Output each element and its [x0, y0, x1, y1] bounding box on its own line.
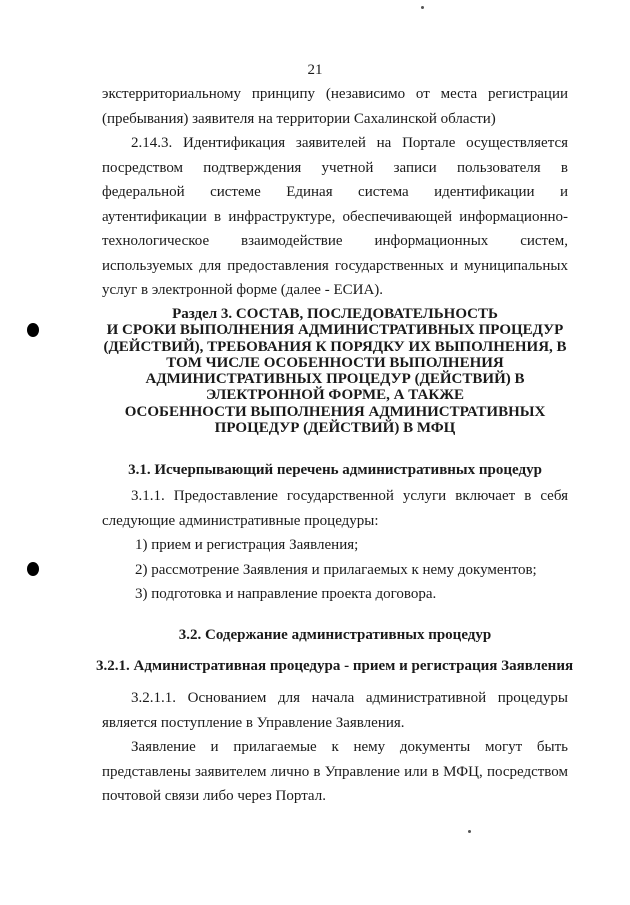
continued-text [102, 82, 568, 131]
section-title-line: ОСОБЕННОСТИ ВЫПОЛНЕНИЯ АДМИНИСТРАТИВНЫХ [124, 403, 546, 420]
procedures-list [102, 533, 568, 607]
section-title-line: И СРОКИ ВЫПОЛНЕНИЯ АДМИНИСТРАТИВНЫХ ПРОЦЕДУР [106, 322, 564, 339]
heading-3-2-1: 3.2.1. Административная процедура - прием и регистрация Заявления [96, 658, 574, 674]
paragraph-line: следующие административные процедуры: [102, 512, 379, 529]
scan-speck [468, 830, 471, 833]
section-title-line: ПРОЦЕДУР (ДЕЙСТВИЙ) В МФЦ [214, 420, 456, 437]
paragraph-3-1-1 [102, 484, 568, 533]
paragraph-line: 3.1.1. Предоставление государственной услуги включает в себя [131, 488, 568, 504]
section-3-title [100, 306, 570, 436]
punch-hole-top [27, 323, 39, 337]
list-item: 3) подготовка и направление проекта договора. [135, 586, 437, 602]
list-item: 1) прием и регистрация Заявления; [135, 537, 359, 553]
section-title-line: (ДЕЙСТВИЙ), ТРЕБОВАНИЯ К ПОРЯДКУ ИХ ВЫПОЛНЕНИЯ, В [103, 338, 567, 355]
scan-speck [421, 6, 424, 9]
list-item: 2) рассмотрение Заявления и прилагаемых к нему документов; [135, 561, 537, 578]
section-title-line: АДМИНИСТРАТИВНЫХ ПРОЦЕДУР (ДЕЙСТВИЙ) В [145, 371, 525, 388]
page-number: 21 [307, 62, 323, 78]
section-title-line: ТОМ ЧИСЛЕ ОСОБЕННОСТИ ВЫПОЛНЕНИЯ [166, 354, 504, 371]
heading-3-1: 3.1. Исчерпывающий перечень административных процедур [128, 462, 542, 478]
paragraph-2-14-3: 2.14.3. Идентификация заявителей на Портале осуществляется посредством подтверждения учетной записи пользователя в федеральной системе Единая система идентификации и аутентификации в инфраструктуре, обеспечивающей информационно-технологическое взаимодействие информационных систем, используемых для предоставления государственных и муниципальных услуг в электронной форме (далее - ЕСИА). [102, 135, 568, 298]
continued-line: экстерриториальному принципу (независимо от места регистрации [102, 86, 568, 102]
punch-hole-bottom [27, 562, 39, 576]
section-title-line: Раздел 3. СОСТАВ, ПОСЛЕДОВАТЕЛЬНОСТЬ [172, 306, 498, 322]
heading-3-2: 3.2. Содержание административных процедур [178, 627, 492, 643]
section-title-line: ЭЛЕКТРОННОЙ ФОРМЕ, А ТАКЖЕ [205, 387, 465, 404]
paragraph-submission: Заявление и прилагаемые к нему документы могут быть представлены заявителем лично в Управление или в МФЦ, посредством почтовой связи либо через Портал. [102, 739, 568, 804]
continued-line: (пребывания) заявителя на территории Сахалинской области) [102, 110, 496, 127]
paragraph-3-2-1-1: 3.2.1.1. Основанием для начала административной процедуры является поступление в Управление Заявления. [102, 690, 568, 731]
